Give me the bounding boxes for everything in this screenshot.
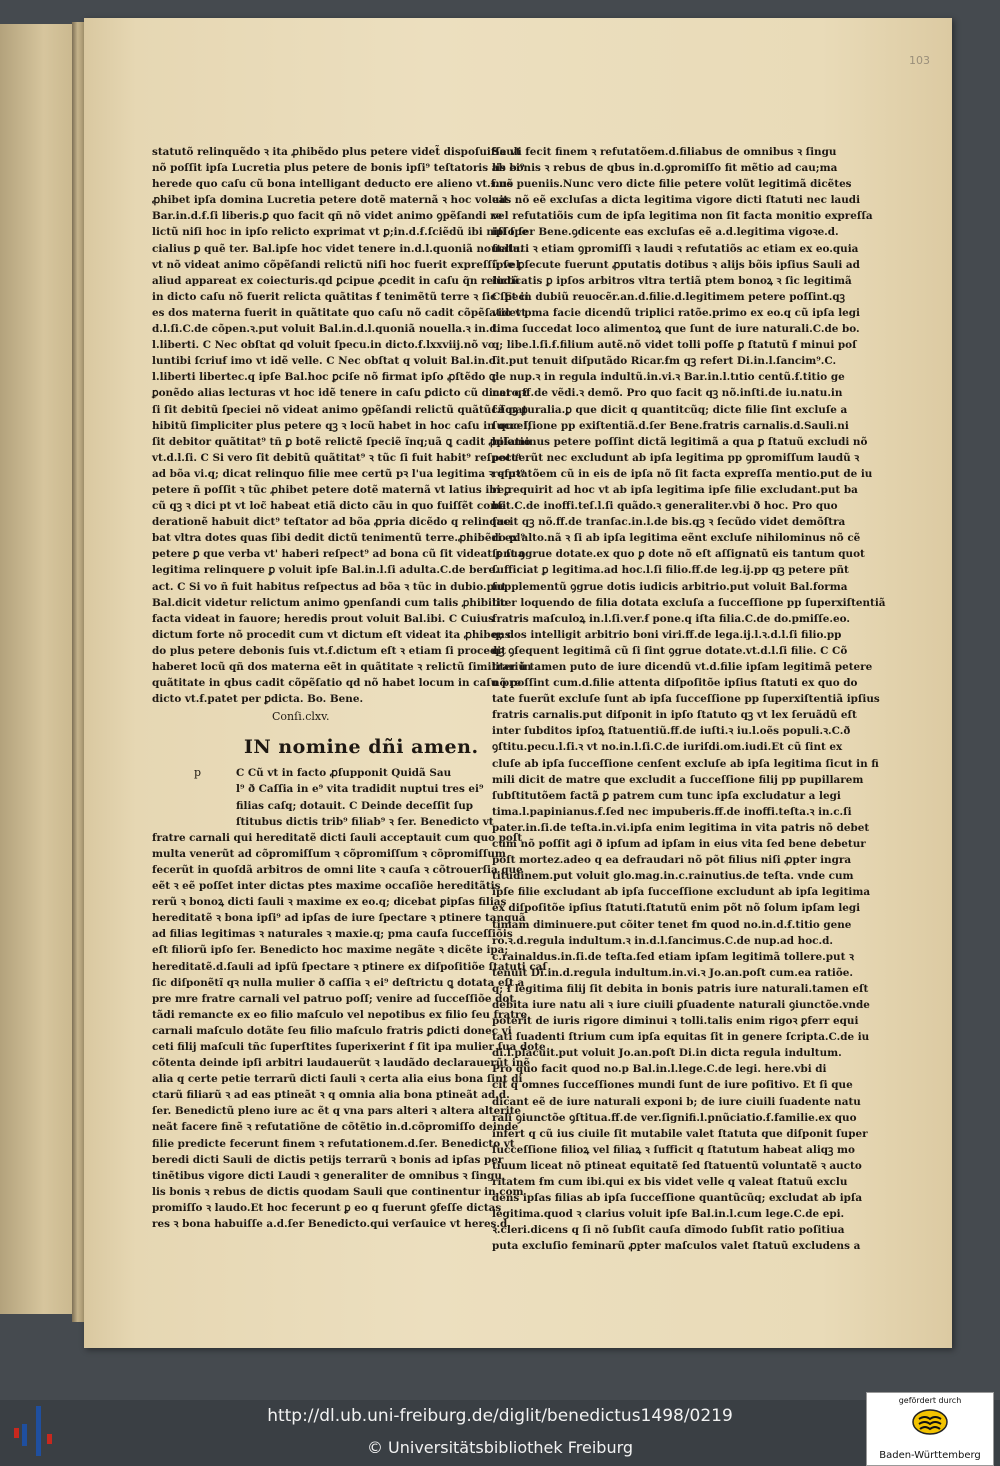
text-line: re requirit ad hoc vt ab ipſa legitima ipſe filie excludant.put ba <box>492 483 858 496</box>
text-line: nõ poſſit ipſa Lucretia plus petere de bonis ipſi⁹ teſtatoris ab ei⁹ <box>152 162 525 175</box>
text-line: trariũ tamen puto de iure dicendũ vt.d.filie ipſam legitimã petere <box>492 661 873 673</box>
text-line: pater.in.ſi.de teſta.in.vi.ipſa enim legitima in vita patris nõ debet <box>492 821 870 834</box>
text-line: bet.C.de inoffi.teſ.l.ſi quãdo.ꝛ generaliter.vbi ð hoc. Pro quo <box>492 500 838 513</box>
folio-note: 103 <box>909 54 930 67</box>
text-line: ſtatuti ꝛ etiam ꝯpromiſſi ꝛ laudi ꝛ refutatiõs ac etiam ex eo.quia <box>492 242 859 255</box>
text-line: statutõ relinquẽdo ꝛ ita ꝓhibẽdo plus petere videt̃ dispoſuiſſe vt <box>152 146 521 158</box>
text-line: ipſe filie excludant ab ipſa ſucceſſione excludunt ab ipſa legitima <box>492 886 871 899</box>
text-line: potuerũt nec excludunt ab ipſa legitima pp ꝯpromiſſum laudũ ꝛ <box>492 451 860 464</box>
text-line: dicant eẽ de iure naturali exponi b; de iure ciuili ſuadente natu <box>492 1095 861 1108</box>
text-line: cialius ꝑ quẽ ter. Bal.ipſe hoc videt tenere in.d.l.quoniã nouella. <box>152 242 524 255</box>
text-line: lictũ niſi hoc in ipſo relicto exprimat vt ꝑ;in.d.ẜ.ſciẽdũ ibi niſi ſpe <box>152 226 529 239</box>
text-line: derationẽ habuit dict⁹ teſtator ad bõa ꝓpria dicẽdo q relinque <box>152 516 511 529</box>
text-line: cõtenta deinde ipſi arbitri laudauerũt ꝛ laudãdo declarauerũt inẽ <box>152 1057 530 1070</box>
text-line: ſufficiat ꝑ legitima.ad hoc.l.ſi filio.ff.de leg.ij.pp qꝫ petere pñt <box>492 564 849 577</box>
text-line: tima.l.papinianus.ẜ.ſed nec impuberis.ff.de inoffi.teſta.ꝛ in.c.ſi <box>492 805 852 818</box>
text-line: tãdi remancte ex eo filio maſculo vel nepotibus ex filio ſeu fratre <box>152 1008 528 1021</box>
text-line: ex diſpoſitõe ipſius ſtatuti.ſtatutũ enim põt nõ ſolum ipſam legi <box>492 902 861 915</box>
text-line: de nup.ꝛ in regula indultũ.in.vi.ꝛ Bar.in.l.tıtio centũ.ẜ.titio ge <box>492 371 845 384</box>
text-line: cit q omnes ſucceſſiones mundi ſunt de iure poſitivo. Et ſi que <box>492 1079 853 1092</box>
text-line: poſt mortez.adeo q ea defraudari nõ põt filius niſi ꝓpter ingra <box>492 854 852 867</box>
text-line: c.rainaldus.in.ſi.de teſta.ſed etiam ipſam legitimã tollere.put ꝛ <box>492 950 854 963</box>
text-line: filias caſq; dotauit. C Deinde deceſſit ſup <box>236 799 474 812</box>
text-line: hibitũ ſimpliciter plus petere qꝫ ꝛ locũ habet in hoc caſu in quo l; <box>152 419 532 432</box>
left-column-upper-text <box>152 144 532 707</box>
text-line: ſit debitor quãtitat⁹ tñ ꝑ botẽ relictẽ ſpeciẽ ĩnq;uã ꝗ cadit ꝓpſatio <box>152 435 531 448</box>
text-line: cum nõ poſſit agi ð ipſum ad ipſam in eius vita ſed bene debetur <box>492 838 866 851</box>
text-line: nus pueniis.Nunc vero dicte filie petere volũt legitimã dicẽtes <box>492 178 852 191</box>
text-line: in dicto caſu nõ fuerit relicta quãtitas ẜ tenimẽtũ terre ꝛ ſic ſpeci <box>152 290 529 303</box>
text-line: dens ipſas filias ab ipſa ſucceſſione quantũcũq; excludat ab ipſa <box>492 1192 863 1205</box>
text-line: titudinem.put voluit glo.mag.in.c.rainutius.de teſta. vnde cum <box>492 870 854 883</box>
right-text-column <box>492 144 886 1253</box>
text-line: legitima relinquere ꝑ voluit ipſe Bal.in.l.ſi adulta.C.de bere. <box>152 564 499 577</box>
badge-top-text: gefördert durch <box>898 1396 962 1405</box>
text-line: Pro quo facit quod no.p Bal.in.l.lege.C.de legi. here.vbi di <box>492 1063 827 1076</box>
text-line: debita iure natu ali ꝛ iure ciuili ꝑſuadente naturali ꝯiunctõe.vnde <box>492 998 870 1011</box>
text-line: Bal.dicit videtur relictum animo ꝯpenſandi cum talis ꝓhibitio <box>152 596 508 609</box>
text-line: liter loquendo de filia dotata excluſa a ſucceſſione pp ſuperxiſtentiã <box>492 596 886 609</box>
text-line: fratris maſculoꝝ in.l.ſi.ver.ẜ pone.q iſta filia.C.de do.pmiſſe.eo. <box>492 612 850 625</box>
text-line: ctarũ filiarũ ꝛ ad eas ptineãt ꝛ q omnia alia bona ptineãt ad.d. <box>152 1089 510 1102</box>
text-line: nõ poſſint cum.d.filie attenta diſpoſitõe ipſius ſtatuti ex quo do <box>492 677 858 690</box>
text-line: C Et in dubiũ reuocẽr.an.d.filie.d.legitimem petere poſſint.qꝫ <box>492 290 845 303</box>
text-line: ẜ.ẜ naturalia.ꝑ que dicit q quantitcũq; dicte filie ſint excluſe a <box>492 403 848 416</box>
text-line: fecerũt in quoſdã arbitros de omni lite ꝛ cauſa ꝛ cõtrouerſia que <box>152 863 523 876</box>
text-line: facit qꝫ nõ.ff.de tranſac.in.l.de bis.qꝫ ꝛ ſecũdo videt demõſtra <box>492 516 846 529</box>
text-line: act. C Si vo ñ fuit habitus reſpectus ad bõa ꝛ tũc in dubio.put <box>152 580 507 593</box>
text-line: C Cũ vt in facto ꝓſupponit Quidã Sau <box>236 767 452 780</box>
text-line: cũ qꝫ ꝛ dici pt vt loc̃ habeat etiã dicto cãu in quo fuiſſẽt conſi <box>152 500 507 513</box>
text-line: ceti filij maſculi tñc ſuperſtites ſuperixerint ẜ ſit ipa mulier ſua dote <box>152 1040 546 1053</box>
badge-bottom-text: Baden-Württemberg <box>879 1450 981 1461</box>
book-page <box>84 18 952 1348</box>
text-line: alia q certe petie terrarũ dicti ſauli ꝛ certa alia eius bona ſint di <box>152 1073 523 1086</box>
text-line: qꝫ ꝯſequent legitimã cũ ſi ſint ꝯgrue dotate.vt.d.l.ſi filie. C Cõ <box>492 644 848 657</box>
text-line: herede quo caſu cũ bona intelligant deducto ere alieno vt.ẜ.nõ <box>152 178 514 191</box>
text-line: ꝓhibet ipſa domina Lucretia petere dotẽ maternã ꝛ hoc voluit <box>152 194 509 207</box>
text-line: haberet locũ qñ dos materna eẽt in quãtitate ꝛ relictũ ſimiliter in <box>152 661 532 673</box>
text-line: ritatem ẜm cum ibi.qui ex bis videt velle q valeat ſtatuũ exclu <box>492 1176 848 1188</box>
text-line: l.liberti libertec.q ipſe Bal.hoc ꝑciſe nõ firmat ipſo ꝓſtẽdo ꝗ <box>152 371 496 384</box>
text-line: aliud appareat ex coiecturis.qd ꝑcipue ꝓcedit in caſu q̃n relictũ <box>152 274 520 287</box>
text-line: l.liberti. C Nec obſtat qd voluit ſpecu.in dicto.ẜ.lxxviij.nõ vo <box>152 339 495 352</box>
text-line: eas nõ eẽ excluſas a dicta legitima vigore dicti ſtatuti nec laudi <box>492 194 861 207</box>
text-line: tati ſuadenti ſtrium cum ipſa equitas ſit in genere ſcripta.C.de iu <box>492 1031 870 1044</box>
text-line: legitima.quod ꝛ clarius voluit ipſe Bal.in.l.cum lege.C.de epi. <box>492 1208 845 1221</box>
text-line: tima ſuccedat loco alimentoꝝ que ſunt de iure naturali.C.de bo. <box>492 323 860 336</box>
text-line: ſucceſſione pp exiſtentiã.d.ſer Bene.fratris carnalis.d.Sauli.ni <box>492 419 849 432</box>
text-line: vt.d.l.ſi. C Si vero ſit debitũ quãtitat⁹ ꝛ tũc ſi fuit habit⁹ reſpect⁹ <box>152 451 521 464</box>
text-line: puta excluſio feminarũ ꝓpter maſculos valet ſtatuũ excludens a <box>492 1240 861 1253</box>
text-line: ſupplementũ ꝯgrue dotis iudicis arbitrio.put voluit Bal.forma <box>492 580 848 593</box>
text-line: ſit.put tenuit diſputãdo Ricar.ẜm qꝫ refert Di.in.l.ſancim⁹.C. <box>492 355 837 368</box>
text-line: tenuit Di.in.d.regula indultum.in.vi.ꝛ Jo.an.poſt cum.ea ratiõe. <box>492 966 853 979</box>
text-line: fratris carnalis.put diſponit in ipſo ſtatuto qꝫ vt lex ſeruãdũ eſt <box>492 709 857 722</box>
text-line: eẽt ꝛ eẽ poſſet inter dictas ptes maxime occaſiõe hereditãtis <box>152 880 501 893</box>
text-line: lis bonis ꝛ rebus de qbus in.d.ꝯpromiſſo fit mẽtio ad cau;ma <box>492 162 838 175</box>
text-line: ro.ꝛ.d.regula indultum.ꝛ in.d.l.ſancimus.C.de nup.ad hoc.d. <box>492 934 833 947</box>
text-line: ꝯſtitu.pecu.l.ſi.ꝛ vt no.in.l.ſi.C.de iuriſdi.om.iudi.Et cũ ſint ex <box>492 741 843 754</box>
text-line: do plus petere debonis ſuis vt.ẜ.dictum eſt ꝛ etiam ſi procedit <box>152 644 506 657</box>
text-line: ad bõa vi.q; dicat relinquo filie mee certũ pꝛ l'ua legitima ꝛ q pꝛ⁹ <box>152 467 525 480</box>
text-line: infert q cũ ius ciuile ſit mutabile valet ſtatuta que diſponit ſuper <box>492 1127 868 1140</box>
text-line: di.l.placuit.put voluit Jo.an.poſt Di.in dicta regula indultum. <box>492 1047 842 1060</box>
text-line: ipſe ꝑſecute fuerunt ꝓputatis dotibus ꝛ alijs bõis ipſius Sauli ad <box>492 258 860 271</box>
text-line: carnali maſculo dotãte ſeu filio maſculo fratris ꝑdicti donec vi <box>152 1024 512 1037</box>
text-line: es dos materna fuerit in quãtitate quo caſu nõ cadit cõpẽſatio vt <box>152 306 527 319</box>
text-line: tate fuerũt excluſe ſunt ab ipſa ſucceſſione pp ſuperxiſtentiã ipſius <box>492 693 880 706</box>
text-line: ri ex alto.nã ꝛ ſi ab ipſa legitima eẽnt excluſe nihilominus nõ cẽ <box>492 532 861 545</box>
text-line: bilominus petere poſſint dictã legitimã a qua ꝑ ſtatuũ excludi nõ <box>492 435 868 448</box>
text-line: quãtitate in qbus cadit cõpẽſatio qd nõ habet locum in caſu pre <box>152 677 522 690</box>
text-line: refutatõem cũ in eis de ipſa nõ ſit facta expreſſa mentio.put de iu <box>492 467 873 480</box>
text-line: poterit de iuris rigore diminui ꝛ tolli.talis enim rigoꝛ ꝑferr equi <box>492 1015 859 1028</box>
consilium-label: Conſi.clxv. <box>272 710 330 724</box>
left-column-body-text <box>152 765 547 1232</box>
text-line: vel refutatiõis cum de ipſa legitima non ſit facta monitio expreſſa <box>492 210 873 223</box>
text-line: inter ſubditos ipſoꝝ ſtatuentiũ.ff.de iuſti.ꝛ iu.l.oẽs populi.ꝛ.C.ð <box>492 725 851 738</box>
funding-badge[interactable] <box>866 1392 994 1466</box>
previous-page-edge <box>0 24 80 1314</box>
left-text-column <box>152 144 547 1230</box>
text-line: q; dos intelligit arbitrio boni viri.ff.de lega.ij.l.ꝛ.d.l.ſi filio.pp <box>492 628 842 641</box>
margin-letter: p <box>194 766 202 780</box>
text-line: ſi ſit debitũ ſpeciei nõ videat animo ꝯpẽſandi relictũ quãtũcũqꝫ ꝑ <box>152 403 528 416</box>
logo-bar-red <box>14 1428 19 1438</box>
text-line: cluſe ab ipſa ſucceſſione cenſent excluſe ab ipſa legitima ſicut in fi <box>492 757 879 770</box>
text-line: fratre carnali qui hereditatẽ dicti ſauli acceptauit cum quo poſt <box>152 831 523 844</box>
text-line: filie predicte fecerunt finem ꝛ refutationem.d.ſer. Benedicto vt <box>152 1137 515 1150</box>
text-line: ſucceſſione filioꝝ vel filiaꝝ ꝛ ſufficit q ſtatutum habeat aliqꝫ mo <box>492 1143 855 1156</box>
text-line: mili dicit de matre que excludit a ſucceſſione filij pp pupillarem <box>492 773 864 786</box>
text-line: hereditatẽ.d.ſauli ad ipſũ ſpectare ꝛ ptinere ex diſpoſitiõe ſtatuti caſ <box>152 960 547 973</box>
text-line: q; ẜ legitima filij ſit debita in bonis patris iure naturali.tamen eſt <box>492 982 869 995</box>
text-line: ipſo ſer Bene.ꝯdicente eas excluſas eẽ a.d.legitima vigoꝛe.d. <box>492 226 839 239</box>
text-line: beredi dicti Sauli de dictis petijs terrarũ ꝛ bonis ad ipſas per <box>152 1153 504 1166</box>
text-line: ad filias legitimas ꝛ naturales ꝛ maxie.q; pma cauſa ſucceſſiõis <box>152 928 513 941</box>
text-line: d.l.ſi.C.de cõpen.ꝛ.put voluit Bal.in.d.l.quoniã nouella.ꝛ in.d. <box>152 323 501 336</box>
text-line: ſent ꝯgrue dotate.ex quo ꝑ dote nõ eſt aſſignatũ eis tantum quot <box>492 548 865 561</box>
text-line: promiſſo ꝛ laudo.Et hoc fecerunt ꝑ eo q fuerunt ꝯfeſſe dictas <box>152 1201 502 1214</box>
text-line: petere ñ poſſit ꝛ tũc ꝓhibet petere dotẽ maternã vt latius ibi ꝑ <box>152 483 511 496</box>
text-line: nero.ff.de vẽdi.ꝛ demõ. Pro quo facit qꝫ nõ.inſti.de iu.natu.in <box>492 387 843 400</box>
text-line: iudicatis ꝑ ipſos arbitros vltra tertiã ptem bonoꝝ ꝛ ſic legitimã <box>492 274 852 287</box>
coat-of-arms-icon <box>911 1409 949 1435</box>
text-line: dictum forte nõ procedit cum vt dictum eſt videat ita ꝓhibens <box>152 628 511 641</box>
text-line: luntibi ſcriuẜ imo vt idẽ velle. C Nec obſtat q voluit Bal.in.d. <box>152 355 500 368</box>
text-line: ſtitubus dictis trib⁹ filiab⁹ ꝛ ſer. Benedicto vt <box>236 815 494 828</box>
text-line: q; libe.l.ſi.ẜ.filium autẽ.nõ videt tolli poſſe ꝑ ſtatutũ ẜ minui poſ <box>492 339 857 352</box>
text-line: res ꝛ bona habuiſſe a.d.ſer Benedicto.qui verſauice vt heres.d. <box>152 1218 511 1230</box>
text-line: dicto vt.ẜ.patet per ꝑdicta. Bo. Bene. <box>152 693 364 706</box>
text-line: pre mre fratre carnali vel patruo poſſ; venire ad ſucceſſiõe dot <box>152 992 515 1005</box>
invocation-heading: IN nomine dñi amen. <box>244 736 479 759</box>
text-line: ſic diſponẽtĩ qꝛ nulla mulier ð caſſia ꝛ ei⁹ deſtrictu ꝗ dotata eſt a <box>152 976 525 989</box>
text-line: Bar.in.d.ẜ.ſi liberis.ꝑ quo facit qñ nõ videt animo ꝯpẽſandi re <box>152 210 503 223</box>
text-line: facta videat in fauore; heredis prout voluit Bal.ibi. C Cuius <box>152 612 494 625</box>
text-line: tiuum liceat nõ ptineat equitatẽ ſed ſtatuentũ voluntatẽ ꝛ aucto <box>492 1159 862 1172</box>
text-line: multa venerũt ad cõpromiſſum ꝛ cõpromiſſum ꝛ cõpromiſſum <box>152 847 506 860</box>
text-line: videt pma facie dicendũ triplici ratõe.primo ex eo.q cũ ipſa legi <box>492 306 860 319</box>
text-line: l⁹ ð Caſſia in e⁹ vita tradidit nuptui tres ei⁹ <box>236 783 484 796</box>
text-line: ſer. Benedictũ pleno iure ac ẽt q vna pars alteri ꝛ altera alterite <box>152 1105 522 1118</box>
text-line: neãt facere finẽ ꝛ refutatiõne de cõtẽtio in.d.cõpromiſſo deinde <box>152 1121 519 1134</box>
text-line: rerũ ꝛ bonoꝝ dicti ſauli ꝛ maxime ex eo.q; dicebat ꝑipſas filias <box>152 896 507 909</box>
viewer-footer <box>0 1400 1000 1464</box>
text-line: rali ꝯiunctõe ꝯſtitua.ff.de ver.ſignifi.l.pnũciatio.ẜ.familie.ex quo <box>492 1111 857 1124</box>
text-line: vt nõ videat animo cõpẽſandi relictũ niſi hoc fuerit expreſſũ vel <box>152 258 520 271</box>
text-line: eſt filiorũ ipſo ſer. Benedicto hoc maxime negãte ꝛ dicẽte ipa; <box>152 944 509 957</box>
text-line: petere ꝑ que verba vt' haberi reſpect⁹ ad bona cũ ſit videat ꝑ ſua <box>152 548 525 561</box>
text-line: tinẽtibus vigore dicti Laudi ꝛ generaliter de omnibus ꝛ ſingu <box>152 1169 502 1182</box>
text-line: bat vltra dotes quas ſibi dedit dictũ tenimentũ terre.ꝓhibẽdo pl⁹ <box>152 532 526 545</box>
text-line: Sauli fecit finem ꝛ refutatõem.d.filiabus de omnibus ꝛ ſingu <box>492 146 837 158</box>
document-url-link[interactable]: http://dl.ub.uni-freiburg.de/diglit/benedictus1498/0219 <box>267 1406 733 1426</box>
copyright-text: © Universitätsbibliothek Freiburg <box>366 1438 634 1457</box>
text-line: ſubſtitutõem factã ꝑ patrem cum tunc ipſa excludatur a legi <box>492 789 841 802</box>
text-line: lis bonis ꝛ rebus de dictis quodam Sauli que continentur in com <box>152 1185 524 1198</box>
text-line: ꝛ.cleri.dicens q ſi nõ ſubſit cauſa dĩmodo ſubſit ratio poſitiua <box>492 1224 845 1237</box>
text-line: ꝑonẽdo alias lecturas vt hoc idẽ tenere in caſu ꝑdicto cũ dicat qꝛ <box>152 387 527 400</box>
text-line: timam diminuere.put cõiter tenet ẜm quod no.in.d.ẜ.titio gene <box>492 918 852 931</box>
text-line: hereditatẽ ꝛ bona ipſi⁹ ad ipſas de iure ſpectare ꝛ ptinere tanquã <box>152 912 526 925</box>
